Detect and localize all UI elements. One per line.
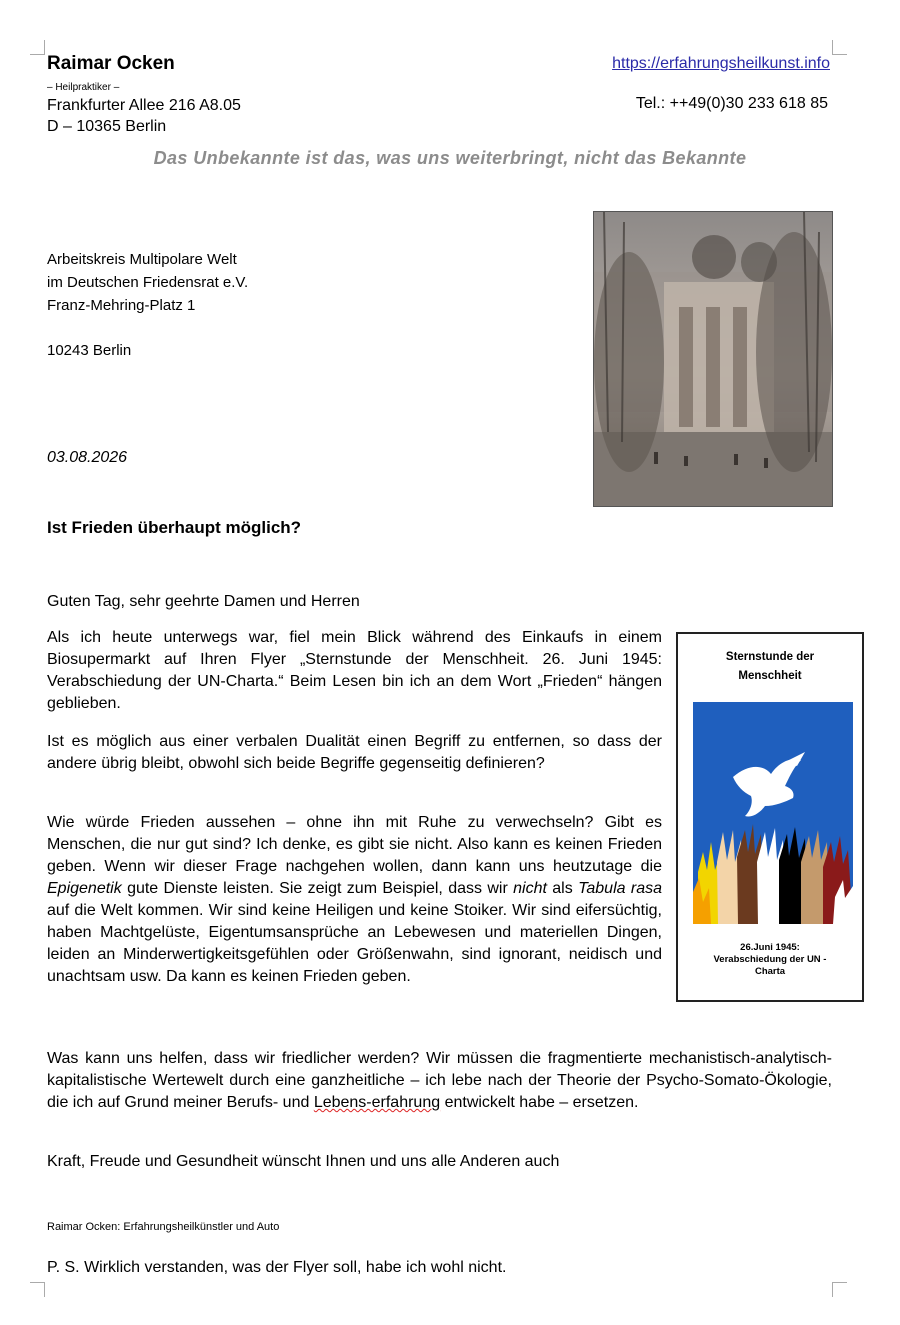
- sender-address: [47, 95, 241, 137]
- term-epigenetik: Epigenetik: [47, 880, 122, 897]
- sender-profession: – Heilpraktiker –: [47, 82, 120, 93]
- postscript: P. S. Wirklich verstanden, was der Flyer soll, habe ich wohl nicht.: [47, 1259, 507, 1276]
- dove-hands-illustration: [693, 702, 853, 924]
- sender-street: Frankfurter Allee 216 A8.05: [47, 97, 241, 114]
- term-tabula-rasa: Tabula rasa: [578, 880, 663, 897]
- signature: Raimar Ocken: Erfahrungsheilkünstler und Auto: [47, 1221, 280, 1233]
- closing-line: Kraft, Freude und Gesundheit wünscht Ihnen und uns alle Anderen auch: [47, 1153, 560, 1170]
- paragraph-3: Wie würde Frieden aussehen – ohne ihn mit Ruhe zu verwechseln? Gibt es Menschen, die nur gut sind? Ich denke, es gibt sie nicht. Also kann es keinen Frieden geben. Wenn wir dieser Frage nachgehen wollen, dann kann uns heutzutage die Epigenetik gute Dienste leisten. Sie zeigt zum Beispiel, dass wir nicht als Tabula rasa auf die Welt kommen. Wir sind keine Heiligen und keine Stoiker. Wir sind eifersüchtig, haben Machtgelüste, Eigentumsansprüche an Lebewesen und materiellen Dingen, leiden an Minderwertigkeitsgefühlen oder Größenwahn, sind ignorant, neidisch und unachtsam usw. Da kann es keinen Frieden geben.: [47, 814, 663, 985]
- website-link[interactable]: https://erfahrungsheilkunst.info: [612, 55, 830, 72]
- greeting: Guten Tag, sehr geehrte Damen und Herren: [47, 593, 360, 610]
- paragraph-1: Als ich heute unterwegs war, fiel mein Blick während des Einkaufs in einem Biosupermarkt auf Ihren Flyer „Sternstunde der Menschheit. 26. Juni 1945: Verabschiedung der UN-Charta.“ Beim Lesen bin ich an dem Wort „Frieden“ hängen geblieben.: [47, 629, 662, 712]
- flyer-caption: 26.Juni 1945: Verabschiedung der UN - Charta: [713, 942, 827, 977]
- header-photo: [593, 211, 833, 507]
- flyer-title: Sternstunde der Menschheit: [725, 651, 815, 682]
- recipient-line: Arbeitskreis Multipolare Welt: [47, 251, 237, 268]
- crop-mark-bottom-left: [30, 1282, 45, 1297]
- paragraph-4: Was kann uns helfen, dass wir friedlicher werden? Wir müssen die fragmentierte mechanistisch-analytisch-kapitalistische Wertewelt durch eine ganzheitliche – ich lebe nach der Theorie der Psycho-Somato-Ökologie, die ich auf Grund meiner Berufs- und Lebens-erfahrung entwickelt habe – ersetzen.: [47, 1050, 832, 1111]
- recipient-line: Franz-Mehring-Platz 1: [47, 297, 196, 314]
- sender-city: D – 10365 Berlin: [47, 118, 167, 135]
- crop-mark-top-left: [30, 40, 45, 55]
- sender-name: Raimar Ocken: [47, 53, 175, 74]
- sender-phone: Tel.: ++49(0)30 233 618 85: [635, 95, 828, 112]
- recipient-line: im Deutschen Friedensrat e.V.: [47, 274, 249, 291]
- letter-date: 03.08.2026: [47, 449, 128, 466]
- term-nicht: nicht: [513, 880, 547, 897]
- recipient-address: [47, 248, 248, 362]
- flyer-image: [676, 632, 864, 1002]
- spellcheck-word: Lebens-erfahrung: [313, 1094, 441, 1111]
- letter-subject: Ist Frieden überhaupt möglich?: [47, 518, 302, 537]
- motto: Das Unbekannte ist das, was uns weiterbringt, nicht das Bekannte: [153, 148, 747, 168]
- crop-mark-top-right: [832, 40, 847, 55]
- crop-mark-bottom-right: [832, 1282, 847, 1297]
- paragraph-2: Ist es möglich aus einer verbalen Dualität einen Begriff zu entfernen, so dass der andere übrig bleibt, obwohl sich beide Begriffe gegenseitig definieren?: [47, 733, 662, 772]
- recipient-city: 10243 Berlin: [47, 342, 132, 359]
